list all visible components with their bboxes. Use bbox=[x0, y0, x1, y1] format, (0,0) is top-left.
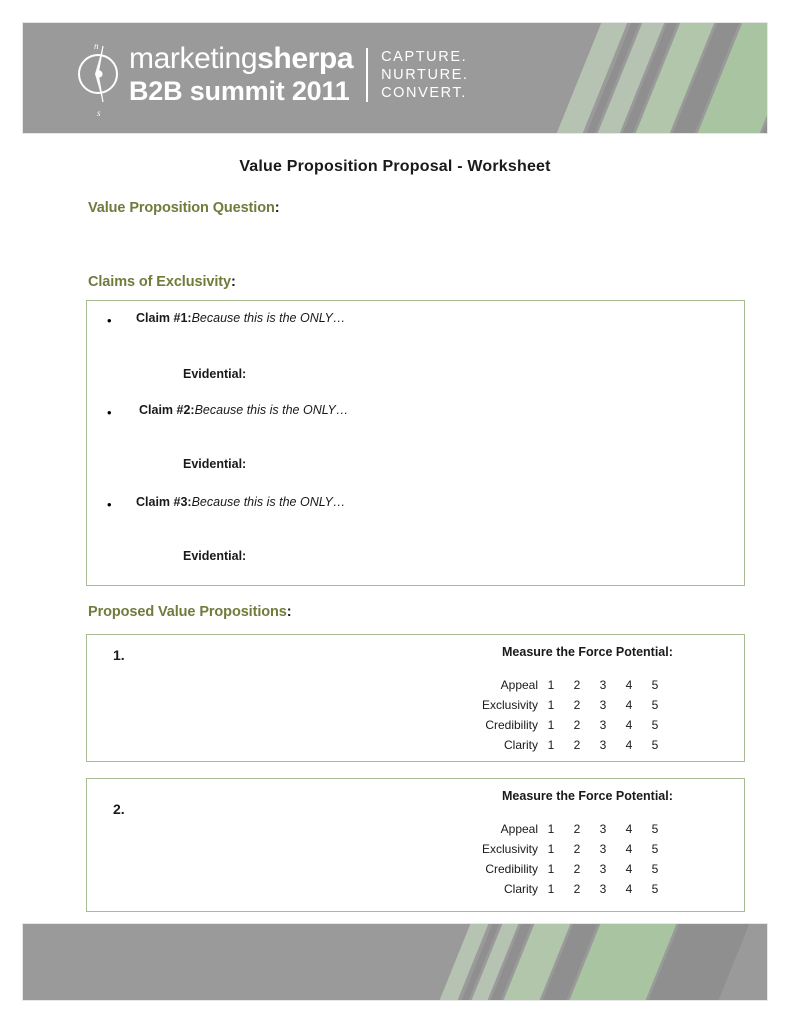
criterion-label: Appeal bbox=[500, 822, 539, 836]
criterion-label: Credibility bbox=[485, 718, 539, 732]
tagline-convert: CONVERT. bbox=[381, 85, 467, 101]
table-row bbox=[482, 879, 668, 899]
criterion-label: Credibility bbox=[485, 862, 539, 876]
claim-text: Because this is the ONLY… bbox=[191, 495, 346, 509]
rating-option-4[interactable]: 4 bbox=[625, 678, 633, 692]
table-row bbox=[482, 859, 668, 879]
header-banner bbox=[22, 22, 768, 134]
rating-option-5[interactable]: 5 bbox=[651, 862, 659, 876]
rating-option-5[interactable]: 5 bbox=[651, 738, 659, 752]
claim-row bbox=[136, 495, 345, 509]
proposition-number: 1. bbox=[113, 647, 125, 663]
svg-text:s: s bbox=[97, 108, 101, 118]
evidential-label: Evidential: bbox=[183, 549, 247, 563]
rating-option-3[interactable]: 3 bbox=[599, 862, 607, 876]
criterion-label: Appeal bbox=[500, 678, 539, 692]
claim-label: Claim #1: bbox=[136, 311, 192, 325]
rating-option-2[interactable]: 2 bbox=[573, 678, 581, 692]
rating-option-5[interactable]: 5 bbox=[651, 678, 659, 692]
rating-option-5[interactable]: 5 bbox=[651, 698, 659, 712]
logo-line-one bbox=[129, 42, 353, 76]
rating-option-3[interactable]: 3 bbox=[599, 698, 607, 712]
section-heading-claims-label: Claims of Exclusivity bbox=[88, 274, 231, 290]
logo-marketing-text: marketing bbox=[129, 42, 258, 75]
criterion-label: Clarity bbox=[504, 882, 539, 896]
rating-option-1[interactable]: 1 bbox=[547, 882, 555, 896]
rating-option-1[interactable]: 1 bbox=[547, 698, 555, 712]
criterion-label: Exclusivity bbox=[482, 698, 539, 712]
rating-option-1[interactable]: 1 bbox=[547, 738, 555, 752]
rating-option-1[interactable]: 1 bbox=[547, 842, 555, 856]
svg-text:n: n bbox=[94, 41, 99, 51]
rating-option-2[interactable]: 2 bbox=[573, 822, 581, 836]
rating-option-3[interactable]: 3 bbox=[599, 678, 607, 692]
rating-option-3[interactable]: 3 bbox=[599, 882, 607, 896]
claim-bullet: • bbox=[107, 405, 112, 420]
rating-option-4[interactable]: 4 bbox=[625, 882, 633, 896]
rating-option-3[interactable]: 3 bbox=[599, 718, 607, 732]
section-heading-claims bbox=[88, 274, 236, 290]
evidential-label: Evidential: bbox=[183, 457, 247, 471]
footer-banner bbox=[22, 923, 768, 1001]
rating-option-4[interactable]: 4 bbox=[625, 862, 633, 876]
force-potential-table bbox=[482, 819, 668, 899]
rating-option-4[interactable]: 4 bbox=[625, 718, 633, 732]
marketingsherpa-logo bbox=[73, 40, 469, 118]
claim-row bbox=[136, 311, 345, 325]
section-heading-claims-colon: : bbox=[230, 274, 236, 290]
table-row bbox=[482, 695, 668, 715]
claim-text: Because this is the ONLY… bbox=[191, 311, 346, 325]
logo-wordmark bbox=[129, 42, 353, 106]
rating-option-2[interactable]: 2 bbox=[573, 698, 581, 712]
claim-label: Claim #3: bbox=[136, 495, 192, 509]
proposition-number: 2. bbox=[113, 801, 125, 817]
rating-option-4[interactable]: 4 bbox=[625, 822, 633, 836]
criterion-label: Clarity bbox=[504, 738, 539, 752]
table-row bbox=[482, 735, 668, 755]
rating-option-1[interactable]: 1 bbox=[547, 678, 555, 692]
table-row bbox=[482, 819, 668, 839]
rating-option-2[interactable]: 2 bbox=[573, 882, 581, 896]
rating-option-5[interactable]: 5 bbox=[651, 822, 659, 836]
logo-tagline bbox=[366, 48, 468, 102]
page-title: Value Proposition Proposal - Worksheet bbox=[239, 158, 551, 175]
claim-bullet: • bbox=[107, 313, 112, 328]
rating-option-5[interactable]: 5 bbox=[651, 882, 659, 896]
rating-option-1[interactable]: 1 bbox=[547, 822, 555, 836]
table-row bbox=[482, 675, 668, 695]
rating-option-2[interactable]: 2 bbox=[573, 738, 581, 752]
section-heading-question bbox=[88, 200, 279, 216]
section-heading-propositions bbox=[88, 604, 291, 620]
force-potential-title: Measure the Force Potential: bbox=[502, 645, 673, 659]
table-row bbox=[482, 839, 668, 859]
rating-option-2[interactable]: 2 bbox=[573, 862, 581, 876]
claim-row bbox=[139, 403, 348, 417]
rating-option-2[interactable]: 2 bbox=[573, 718, 581, 732]
proposition-box-1 bbox=[86, 634, 745, 762]
claim-text: Because this is the ONLY… bbox=[194, 403, 349, 417]
force-potential-title: Measure the Force Potential: bbox=[502, 789, 673, 803]
rating-option-3[interactable]: 3 bbox=[599, 842, 607, 856]
rating-option-2[interactable]: 2 bbox=[573, 842, 581, 856]
criterion-label: Exclusivity bbox=[482, 842, 539, 856]
rating-option-5[interactable]: 5 bbox=[651, 718, 659, 732]
rating-option-4[interactable]: 4 bbox=[625, 698, 633, 712]
rating-option-4[interactable]: 4 bbox=[625, 738, 633, 752]
tagline-nurture: NURTURE. bbox=[381, 67, 469, 83]
section-heading-question-colon: : bbox=[274, 200, 280, 216]
footer-stripe-pattern bbox=[23, 924, 767, 1000]
logo-event-text: B2B summit 2011 bbox=[129, 76, 350, 106]
section-heading-propositions-label: Proposed Value Propositions bbox=[88, 604, 287, 620]
logo-circle-icon bbox=[73, 40, 127, 118]
evidential-label: Evidential: bbox=[183, 367, 247, 381]
rating-option-1[interactable]: 1 bbox=[547, 862, 555, 876]
claim-bullet: • bbox=[107, 497, 112, 512]
claim-label: Claim #2: bbox=[139, 403, 195, 417]
force-potential-table bbox=[482, 675, 668, 755]
table-row bbox=[482, 715, 668, 735]
rating-option-1[interactable]: 1 bbox=[547, 718, 555, 732]
rating-option-3[interactable]: 3 bbox=[599, 822, 607, 836]
rating-option-4[interactable]: 4 bbox=[625, 842, 633, 856]
section-heading-propositions-colon: : bbox=[286, 604, 292, 620]
rating-option-5[interactable]: 5 bbox=[651, 842, 659, 856]
tagline-capture: CAPTURE. bbox=[381, 49, 468, 65]
logo-sherpa-text: sherpa bbox=[257, 42, 354, 75]
proposition-box-2 bbox=[86, 778, 745, 912]
claims-box bbox=[86, 300, 745, 586]
rating-option-3[interactable]: 3 bbox=[599, 738, 607, 752]
section-heading-question-label: Value Proposition Question bbox=[88, 200, 275, 216]
